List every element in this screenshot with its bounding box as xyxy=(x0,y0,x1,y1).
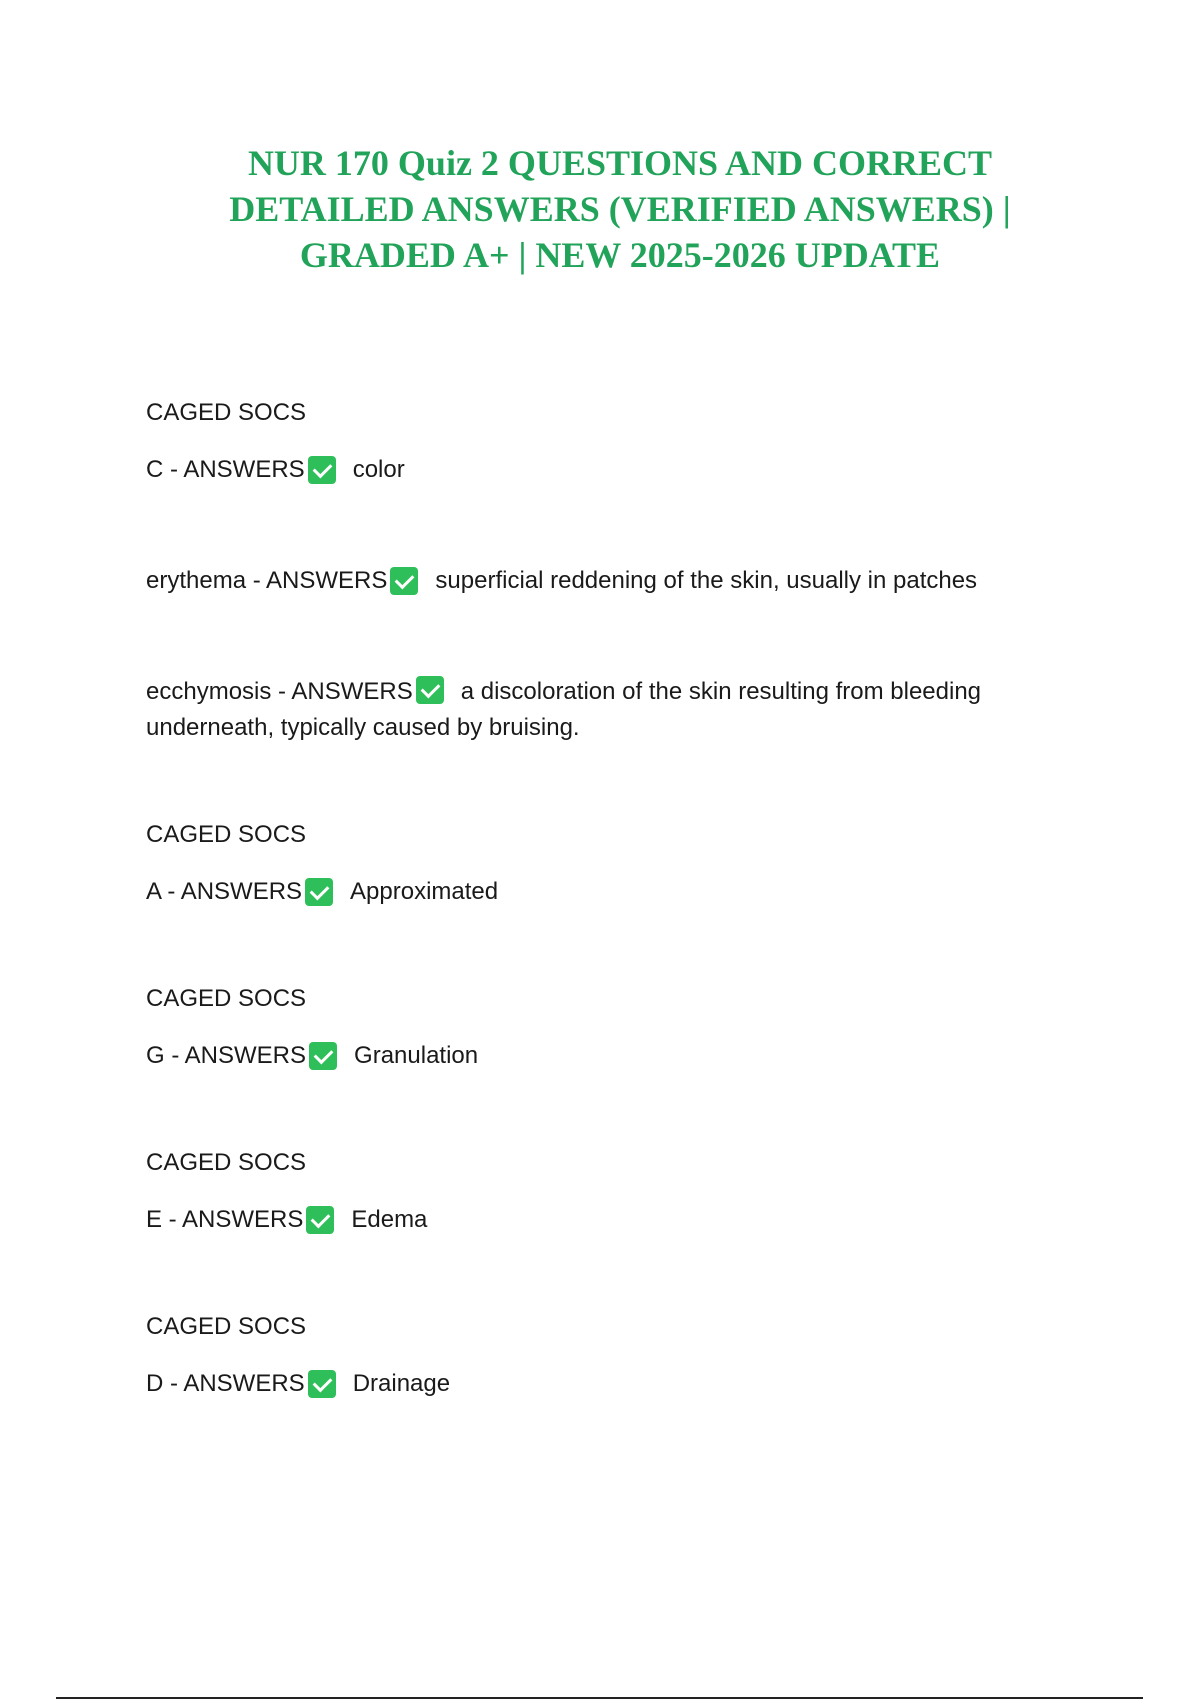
qa-item xyxy=(146,1202,427,1238)
qa-term: ecchymosis - ANSWERS xyxy=(146,678,413,705)
qa-item xyxy=(146,674,1066,746)
qa-term: C - ANSWERS xyxy=(146,456,305,483)
qa-answer: Edema xyxy=(351,1206,428,1233)
qa-answer: Approximated xyxy=(350,878,499,905)
checkbox-checked-icon xyxy=(306,1206,334,1234)
title-line-2: DETAILED ANSWERS (VERIFIED ANSWERS) | xyxy=(229,189,1011,229)
checkbox-checked-icon xyxy=(308,1370,336,1398)
qa-item xyxy=(146,563,977,599)
qa-term: D - ANSWERS xyxy=(146,1370,305,1397)
qa-term: A - ANSWERS xyxy=(146,878,303,905)
qa-term: G - ANSWERS xyxy=(146,1042,307,1069)
qa-item xyxy=(146,452,405,488)
checkbox-checked-icon xyxy=(305,878,333,906)
qa-answer: superficial reddening of the skin, usually in patches xyxy=(435,567,978,594)
title-line-3: GRADED A+ | NEW 2025-2026 UPDATE xyxy=(299,235,941,275)
qa-item xyxy=(146,1038,478,1074)
checkbox-checked-icon xyxy=(390,567,418,595)
qa-term: erythema - ANSWERS xyxy=(146,567,388,594)
title-line-1: NUR 170 Quiz 2 QUESTIONS AND CORRECT xyxy=(247,143,993,183)
footer-divider xyxy=(56,1697,1143,1699)
qa-term: E - ANSWERS xyxy=(146,1206,304,1233)
section-heading: CAGED SOCS xyxy=(146,1313,307,1340)
checkbox-checked-icon xyxy=(309,1042,337,1070)
checkbox-checked-icon xyxy=(308,456,336,484)
qa-item xyxy=(146,874,498,910)
section-heading: CAGED SOCS xyxy=(146,821,307,848)
section-heading: CAGED SOCS xyxy=(146,399,307,426)
document-title xyxy=(145,140,1095,278)
qa-item xyxy=(146,1366,450,1402)
qa-answer: Granulation xyxy=(354,1042,479,1069)
section-heading: CAGED SOCS xyxy=(146,985,307,1012)
qa-answer: a discoloration of the skin resulting from bleeding underneath, typically caused by bruising. xyxy=(146,678,982,741)
qa-answer: color xyxy=(352,456,405,483)
checkbox-checked-icon xyxy=(416,676,444,704)
section-heading: CAGED SOCS xyxy=(146,1149,307,1176)
qa-answer: Drainage xyxy=(352,1370,451,1397)
